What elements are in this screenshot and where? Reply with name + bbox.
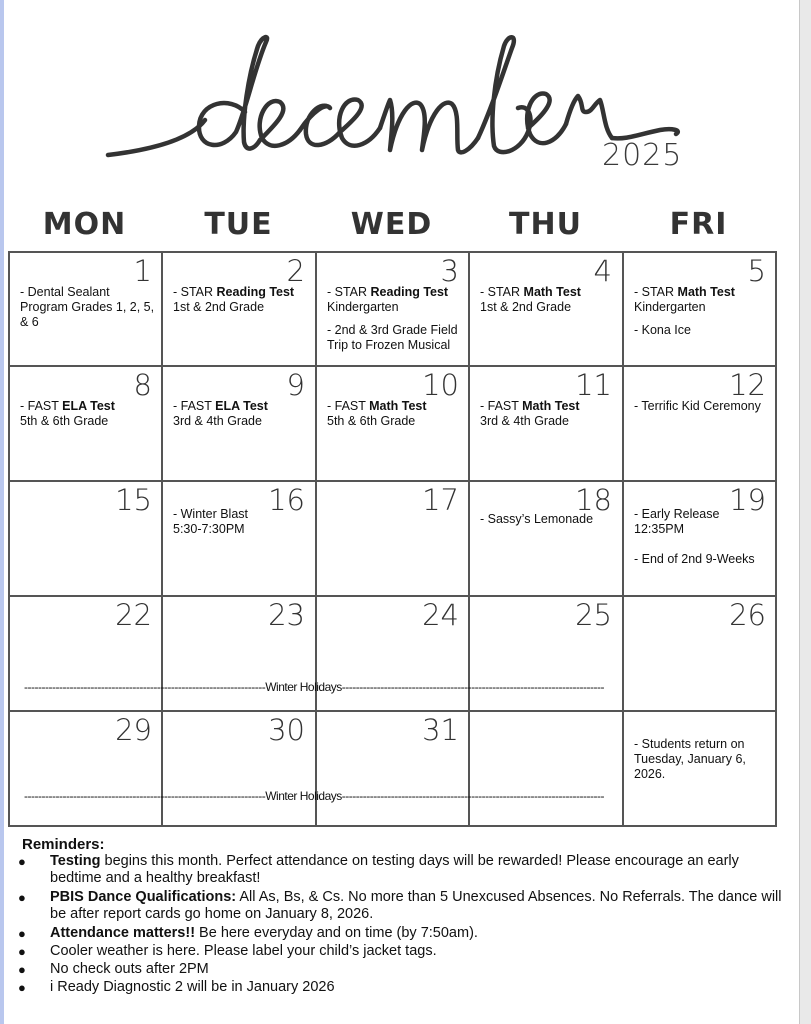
weekday-fri: FRI [669, 207, 728, 242]
day-cell [624, 482, 774, 595]
day-cell [317, 253, 467, 366]
day-number: 17 [422, 483, 459, 517]
reminder-text: All As, Bs, & Cs. No more than 5 Unexcused Absences. No Referrals. The dance will be after report cards go home on January 8, 2026. [50, 889, 782, 922]
event-test-name: ELA Test [62, 399, 115, 413]
bullet-dot: ● [18, 944, 26, 959]
reminder-item [50, 961, 790, 978]
event-text: - Sassy’s Lemonade [480, 512, 594, 526]
event-prefix: - FAST [20, 399, 63, 413]
event-detail: 1st & 2nd Grade [173, 300, 265, 314]
event-test-name: Math Test [677, 285, 735, 299]
event-text: - Early Release [634, 507, 720, 521]
calendar-grid [8, 251, 777, 827]
event-text: - Winter Blast [173, 507, 249, 521]
day-number: 2 [286, 254, 305, 288]
event-detail: 5:30-7:30PM [173, 522, 245, 536]
day-number: 3 [440, 254, 459, 288]
event-prefix: - STAR [173, 285, 217, 299]
day-number: 9 [286, 368, 305, 402]
day-cell [470, 367, 620, 480]
day-event [634, 552, 772, 567]
day-cell [470, 482, 620, 595]
event-detail: Kindergarten [634, 300, 706, 314]
bullet-dot: ● [18, 890, 26, 905]
day-event [20, 285, 158, 330]
event-prefix: - STAR [327, 285, 371, 299]
day-event [173, 399, 311, 429]
day-cell [10, 253, 160, 366]
day-number: 15 [115, 483, 152, 517]
bullet-dot: ● [18, 980, 26, 995]
day-cell [317, 367, 467, 480]
day-event [634, 285, 772, 315]
event-test-name: Reading Test [370, 285, 449, 299]
weekday-tue: TUE [204, 207, 273, 242]
event-text: - Dental Sealant Program Grades 1, 2, 5, & 6 [20, 285, 155, 329]
reminder-item [50, 979, 790, 996]
day-number: 8 [133, 368, 152, 402]
day-cell [624, 712, 774, 825]
event-prefix: - FAST [173, 399, 216, 413]
weekday-thu: THU [509, 207, 582, 242]
reminder-text: No check outs after 2PM [50, 961, 209, 977]
day-number: 22 [115, 598, 152, 632]
day-cell [624, 367, 774, 480]
event-detail: Kindergarten [327, 300, 399, 314]
day-number: 16 [268, 483, 305, 517]
day-event [480, 399, 618, 429]
day-event [634, 399, 772, 414]
event-text: - Kona Ice [634, 323, 691, 337]
day-event [327, 399, 465, 429]
day-number: 25 [575, 598, 612, 632]
day-number: 31 [422, 713, 459, 747]
bullet-dot: ● [18, 926, 26, 941]
event-test-name: Math Test [369, 399, 427, 413]
winter-holidays-banner: ---------------------------------------------------------------------Winter Holidays--------------------------------------------------------------------------- [24, 680, 604, 694]
day-number: 29 [115, 713, 152, 747]
day-cell [317, 482, 467, 595]
reminder-text: Be here everyday and on time (by 7:50am). [195, 925, 478, 941]
month-title-script [0, 0, 811, 200]
day-cell [470, 712, 620, 825]
day-event [480, 512, 618, 527]
day-event [327, 323, 465, 353]
day-cell [470, 253, 620, 366]
day-number: 18 [575, 483, 612, 517]
day-cell [163, 367, 313, 480]
event-detail: 3rd & 4th Grade [173, 414, 262, 428]
day-cell [163, 253, 313, 366]
day-number: 12 [729, 368, 766, 402]
day-event [480, 285, 618, 315]
reminder-text: i Ready Diagnostic 2 will be in January 2026 [50, 979, 335, 995]
event-detail: 3rd & 4th Grade [480, 414, 569, 428]
day-event [634, 737, 772, 782]
reminder-item [50, 943, 790, 960]
event-detail: 1st & 2nd Grade [480, 300, 572, 314]
event-text: - 2nd & 3rd Grade Field Trip to Frozen Musical [327, 323, 458, 352]
day-cell [163, 482, 313, 595]
day-cell [317, 712, 467, 825]
day-number: 10 [422, 368, 459, 402]
day-cell [10, 367, 160, 480]
day-cell [10, 712, 160, 825]
day-event [634, 507, 772, 537]
day-number: 19 [729, 483, 766, 517]
day-number: 4 [593, 254, 612, 288]
event-text: - End of 2nd 9-Weeks [634, 552, 755, 566]
day-cell [10, 482, 160, 595]
reminder-highlight: Attendance matters!! [50, 925, 196, 941]
day-cell [624, 253, 774, 366]
event-prefix: - STAR [634, 285, 678, 299]
weekday-wed: WED [350, 207, 433, 242]
day-number: 11 [575, 368, 612, 402]
reminder-item [50, 925, 790, 942]
event-test-name: Reading Test [216, 285, 295, 299]
event-detail: 5th & 6th Grade [20, 414, 109, 428]
event-prefix: - FAST [327, 399, 370, 413]
event-test-name: Math Test [523, 285, 581, 299]
year-label: 2025 [602, 138, 683, 173]
event-text: - Terrific Kid Ceremony [634, 399, 761, 413]
reminder-highlight: Testing [50, 853, 101, 869]
day-event [173, 507, 311, 537]
event-prefix: - FAST [480, 399, 523, 413]
day-number: 5 [747, 254, 766, 288]
day-event [327, 285, 465, 315]
event-text: - Students return on Tuesday, January 6, 2026. [634, 737, 746, 781]
day-event [20, 399, 158, 429]
day-number: 23 [268, 598, 305, 632]
day-event [634, 323, 772, 338]
reminder-highlight: PBIS Dance Qualifications: [50, 889, 237, 905]
day-number: 1 [133, 254, 152, 288]
event-prefix: - STAR [480, 285, 524, 299]
day-number: 24 [422, 598, 459, 632]
reminder-item [50, 889, 790, 923]
event-detail: 12:35PM [634, 522, 685, 536]
weekday-mon: MON [42, 207, 127, 242]
reminder-text: begins this month. Perfect attendance on testing days will be rewarded! Please encourage an early bedtime and a healthy breakfast! [50, 853, 739, 886]
day-number: 30 [268, 713, 305, 747]
event-test-name: ELA Test [215, 399, 268, 413]
bullet-dot: ● [18, 854, 26, 869]
day-event [173, 285, 311, 315]
day-number: 26 [729, 598, 766, 632]
reminder-item [50, 853, 790, 887]
bullet-dot: ● [18, 962, 26, 977]
day-cell [163, 712, 313, 825]
event-test-name: Math Test [522, 399, 580, 413]
reminder-text: Cooler weather is here. Please label your child’s jacket tags. [50, 943, 437, 959]
winter-holidays-banner: ---------------------------------------------------------------------Winter Holidays--------------------------------------------------------------------------- [24, 789, 604, 803]
event-detail: 5th & 6th Grade [327, 414, 416, 428]
reminders-title: Reminders: [22, 836, 105, 853]
